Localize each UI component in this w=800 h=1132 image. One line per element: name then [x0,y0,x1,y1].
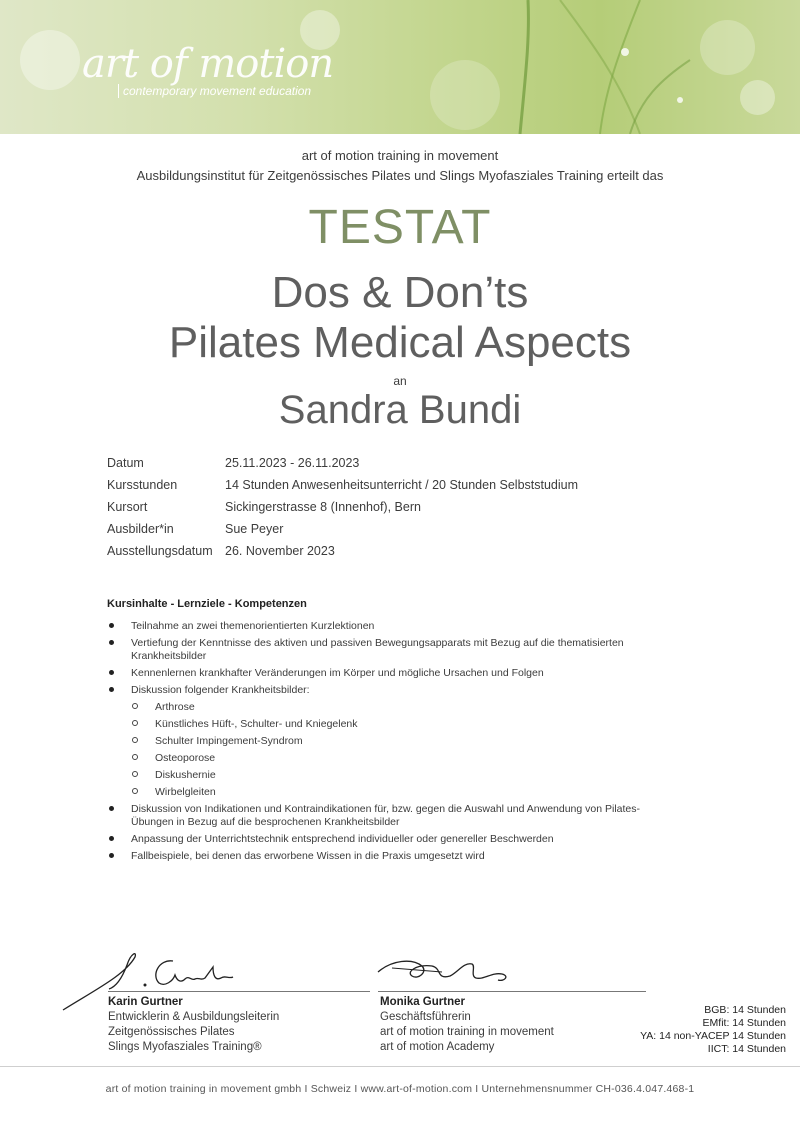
signer-block [380,995,554,1055]
footer-divider [0,1066,800,1067]
signature-monika-gurtner [372,950,522,990]
detail-value: Sickingerstrasse 8 (Innenhof), Bern [225,500,421,514]
hours-line: IICT: 14 Stunden [707,1043,786,1055]
signature-line [378,991,646,992]
logo-tagline: contemporary movement education [118,84,311,98]
contents-heading: Kursinhalte - Lernziele - Kompetenzen [107,598,307,610]
detail-label: Kursstunden [107,478,178,492]
list-item: Kennenlernen krankhafter Veränderungen im Körper und mögliche Ursachen und Folgen [107,667,667,680]
detail-label: Ausbilder*in [107,522,174,536]
sub-list-item: Osteoporose [107,752,667,765]
connector-text: an [393,374,407,388]
contents-list [107,620,667,867]
list-item: Anpassung der Unterrichtstechnik entsprechend individueller oder genereller Beschwerden [107,833,667,846]
org-line-1: art of motion training in movement [301,148,499,163]
detail-label: Kursort [107,500,148,514]
signer-name: Karin Gurtner [108,996,183,1008]
signer-role: Entwicklerin & Ausbildungsleiterin [108,1011,280,1023]
signer-role: art of motion training in movement [380,1026,554,1038]
signer-role: art of motion Academy [380,1041,495,1053]
recipient-name: Sandra Bundi [278,388,522,432]
detail-value: 14 Stunden Anwesenheitsunterricht / 20 Stunden Selbststudium [225,478,579,492]
accreditation-hours [640,1004,786,1056]
list-item: Diskussion folgender Krankheitsbilder: [107,684,667,697]
certificate-type: TESTAT [308,201,492,254]
detail-label: Datum [107,456,144,470]
course-title-line-2: Pilates Medical Aspects [168,318,632,367]
brand-logo [82,41,334,98]
detail-value: Sue Peyer [225,522,284,536]
course-title-line-1: Dos & Don’ts [271,268,529,317]
sub-list-item: Diskushernie [107,769,667,782]
footer-text: art of motion training in movement gmbh I Schweiz I www.art-of-motion.com I Unternehmensnummer CH-036.4.047.468-1 [105,1083,695,1095]
sub-list-item: Arthrose [107,701,667,714]
signer-role: Zeitgenössisches Pilates [108,1026,235,1038]
detail-value: 25.11.2023 - 26.11.2023 [225,456,360,470]
list-item: Diskussion von Indikationen und Kontraindikationen für, bzw. gegen die Auswahl und Anwendung von Pilates-Übungen in Bezug auf die besprochenen Krankheitsbilder [107,803,667,829]
signature-line [108,991,370,992]
sub-list-item: Künstliches Hüft-, Schulter- und Kniegelenk [107,718,667,731]
org-line-2: Ausbildungsinstitut für Zeitgenössisches Pilates und Slings Myofasziales Training erteilt das [136,168,664,183]
list-item: Vertiefung der Kenntnisse des aktiven und passiven Bewegungsapparats mit Bezug auf die thematisierten Krankheitsbilder [107,637,667,663]
hours-line: BGB: 14 Stunden [704,1004,786,1016]
hours-line: YA: 14 non-YACEP 14 Stunden [640,1030,786,1042]
logo-name: art of motion [82,41,334,87]
signer-name: Monika Gurtner [380,996,465,1008]
sub-list-item: Wirbelgleiten [107,786,667,799]
signer-role: Geschäftsführerin [380,1011,471,1023]
signer-role: Slings Myofasziales Training® [108,1041,262,1053]
hours-line: EMfit: 14 Stunden [702,1017,786,1029]
detail-label: Ausstellungsdatum [107,544,213,558]
signer-block [108,995,279,1055]
sub-list-item: Schulter Impingement-Syndrom [107,735,667,748]
detail-value: 26. November 2023 [225,544,335,558]
list-item: Fallbeispiele, bei denen das erworbene Wissen in die Praxis umgesetzt wird [107,850,667,863]
header-banner [0,0,800,134]
list-item: Teilnahme an zwei themenorientierten Kurzlektionen [107,620,667,633]
